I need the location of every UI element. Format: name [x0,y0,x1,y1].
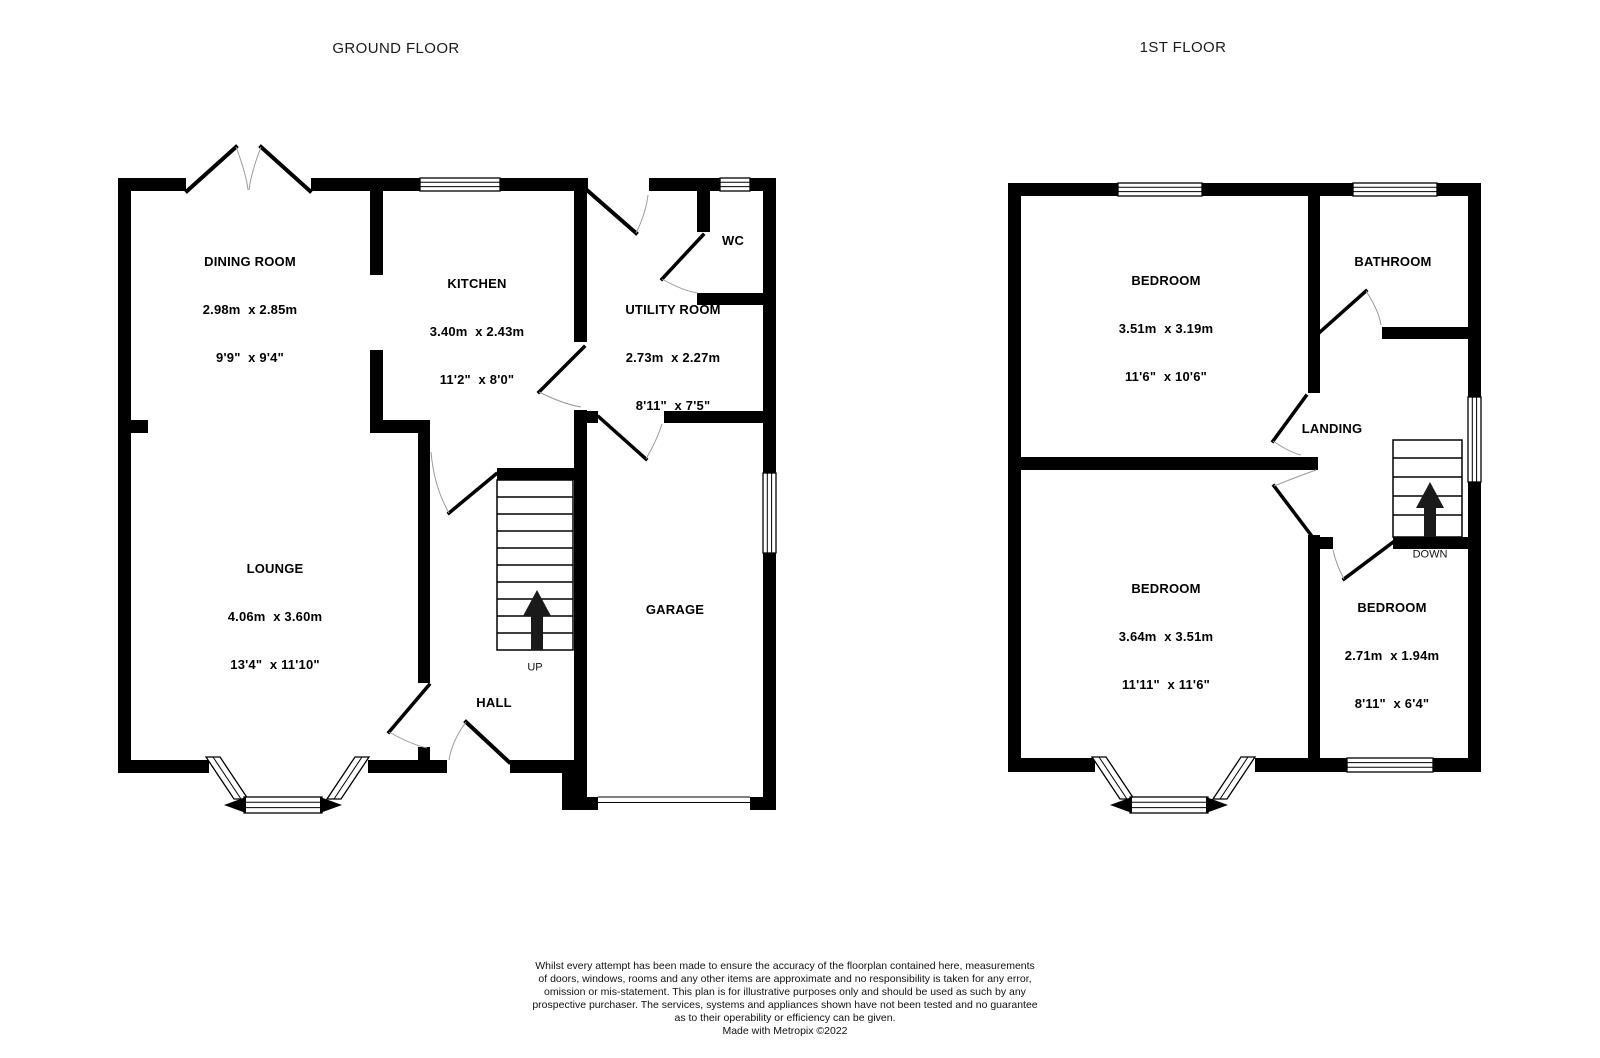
bedroom3-label [1345,568,1440,744]
stairs-down-label: DOWN [1412,548,1448,561]
room-size-imperial: 13'4" x 11'10" [230,657,320,672]
room-size-imperial: 11'2" x 8'0" [439,372,515,387]
disclaimer-line: omission or mis-statement. This plan is for illustrative purposes only and should be used as such by any [544,986,1026,998]
kitchen-label [430,244,525,420]
room-size-metric: 2.98m x 2.85m [202,302,298,317]
room-size-metric: 2.71m x 1.94m [1344,648,1440,663]
bathroom-door-leaf [1320,291,1366,332]
french-door-left-leaf [187,147,236,191]
wc-label: WC [721,233,745,248]
disclaimer-line: as to their operability or efficiency can be given. [674,1012,896,1024]
room-size-metric: 4.06m x 3.60m [227,609,323,624]
hall-label: HALL [476,695,512,710]
landing-label: LANDING [1301,421,1363,436]
room-size-imperial: 8'11" x 6'4" [1354,696,1430,711]
stairs-up-label: UP [527,661,543,674]
room-size-metric: 3.51m x 3.19m [1118,321,1214,336]
lounge-label [228,529,323,705]
disclaimer-line: Whilst every attempt has been made to ensure the accuracy of the floorplan contained here, measurements [535,960,1035,972]
bedroom-bay-window [1092,757,1255,813]
made-with-credit: Made with Metropix ©2022 [722,1025,848,1037]
lounge-door-leaf [389,685,429,732]
room-size-imperial: 8'11" x 7'5" [635,398,711,413]
garage-label: GARAGE [645,602,705,617]
ground-floor-title: GROUND FLOOR [332,40,460,57]
bathroom-label: BATHROOM [1354,254,1432,269]
first-floor-stairs [1393,440,1462,537]
ground-floor-stairs [497,480,573,650]
lounge-bay-window [206,757,369,813]
disclaimer-line: of doors, windows, rooms and any other items are approximate and no responsibility is taken for any error, [538,973,1032,985]
room-size-imperial: 9'9" x 9'4" [216,350,284,365]
room-size-imperial: 11'11" x 11'6" [1121,677,1211,692]
room-name: BEDROOM [1131,273,1201,288]
french-door-right-leaf [261,147,310,191]
dining-room-label [203,222,298,398]
disclaimer-line: prospective purchaser. The services, systems and appliances shown have not been tested and no guarantee [532,999,1038,1011]
bedroom2-label [1119,549,1214,725]
kitchen-hall-door-leaf [449,474,496,513]
room-name: BEDROOM [1357,600,1427,615]
bedroom1-label [1119,241,1214,417]
room-name: KITCHEN [447,276,507,291]
first-floor-title: 1ST FLOOR [1139,39,1227,56]
room-name: UTILITY ROOM [625,302,721,317]
room-name: BEDROOM [1131,581,1201,596]
room-size-metric: 3.64m x 3.51m [1118,629,1214,644]
room-name: LOUNGE [246,561,304,576]
utility-room-label [625,270,720,446]
bedroom2-door-leaf [1274,486,1311,535]
room-size-metric: 2.73m x 2.27m [625,350,721,365]
front-door-leaf [466,722,509,762]
room-size-metric: 3.40m x 2.43m [429,324,525,339]
room-name: DINING ROOM [204,254,296,269]
back-door-leaf [588,191,636,233]
disclaimer-text [295,960,1275,1038]
kitchen-utility-door-leaf [539,347,584,392]
room-size-imperial: 11'6" x 10'6" [1124,369,1208,384]
